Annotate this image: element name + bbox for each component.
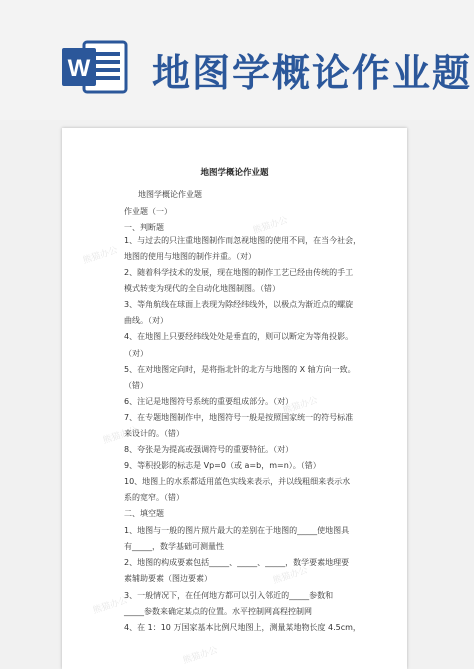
word-document-icon	[60, 38, 130, 96]
document-line: 10、地图上的水系都适用蓝色实线来表示，并以线粗细来表示水	[124, 477, 351, 486]
watermark-text: 熊猫办公	[271, 565, 310, 587]
watermark-text: 熊猫办公	[281, 395, 320, 417]
document-line: 2、随着科学技术的发展，现在地图的制作工艺已经由传统的手工	[124, 268, 354, 277]
watermark-text: 熊猫办公	[181, 645, 220, 667]
document-line: _____参数来确定某点的位置。水平控制网高程控制网	[124, 607, 312, 616]
document-line: 地图的使用与地图的制作并重。（对）	[124, 252, 256, 261]
document-line: 8、夸张是为提高或强调符号的重要特征。（对）	[124, 445, 294, 454]
document-line: 系的宽窄。（错）	[124, 493, 184, 502]
document-line: 4、在 1：10 万国家基本比例尺地图上，测量某地物长度 4.5cm，	[124, 623, 361, 632]
document-line: 来设计的。（错）	[124, 429, 184, 438]
document-line: 2、地图的构成要素包括_____、_____、_____，数学要素地理要	[124, 558, 350, 567]
document-line: 模式转变为现代的全自动化地图制图。（错）	[124, 284, 280, 293]
document-line: 二、填空题	[124, 509, 164, 518]
document-line: 3、一般情况下，在任何地方都可以引入邻近的_____参数和	[124, 591, 334, 600]
document-line: 3、等角航线在球面上表现为除经纬线外，以极点为渐近点的螺旋	[124, 300, 354, 309]
word-logo-letter: W	[67, 55, 91, 82]
document-line: 地图学概论作业题	[138, 190, 202, 199]
document-line: 曲线。（对）	[124, 316, 168, 325]
document-page	[62, 128, 407, 669]
document-line: 作业题（一）	[124, 207, 172, 216]
document-title: 地图学概论作业题	[200, 168, 269, 178]
document-banner	[0, 0, 474, 120]
document-line: 一、判断题	[124, 223, 164, 232]
watermark-text: 熊猫办公	[81, 245, 120, 267]
document-line: （错）	[124, 381, 148, 390]
document-line: （对）	[124, 349, 148, 358]
document-line: 1、与过去的只注重地图制作而忽视地图的使用不同，在当今社会，	[124, 236, 362, 245]
banner-title: 地图学概论作业题	[152, 51, 473, 95]
watermark-text: 熊猫办公	[101, 425, 140, 447]
document-line: 5、在对地图定向时，是将指北针的北方与地图的 X 轴方向一致。	[124, 365, 356, 374]
document-line: 有_____，数学基础可测量性	[124, 542, 224, 551]
watermark-text: 熊猫办公	[251, 215, 290, 237]
document-line: 7、在专题地图制作中，地图符号一般是按照国家统一的符号标准	[124, 413, 354, 422]
document-line: 6、注记是地图符号系统的重要组成部分。（对）	[124, 397, 294, 406]
document-line: 素辅助要素（图边要素）	[124, 574, 212, 583]
watermark-text: 熊猫办公	[91, 595, 130, 617]
document-line: 1、地图与一般的图片照片最大的差别在于地图的_____使地图具	[124, 526, 350, 535]
document-line: 4、在地图上只要经纬线处处是垂直的，则可以断定为等角投影。	[124, 332, 354, 341]
document-line: 9、等积投影的标志是 Vp=0（或 a=b，m=n）。（错）	[124, 461, 321, 470]
